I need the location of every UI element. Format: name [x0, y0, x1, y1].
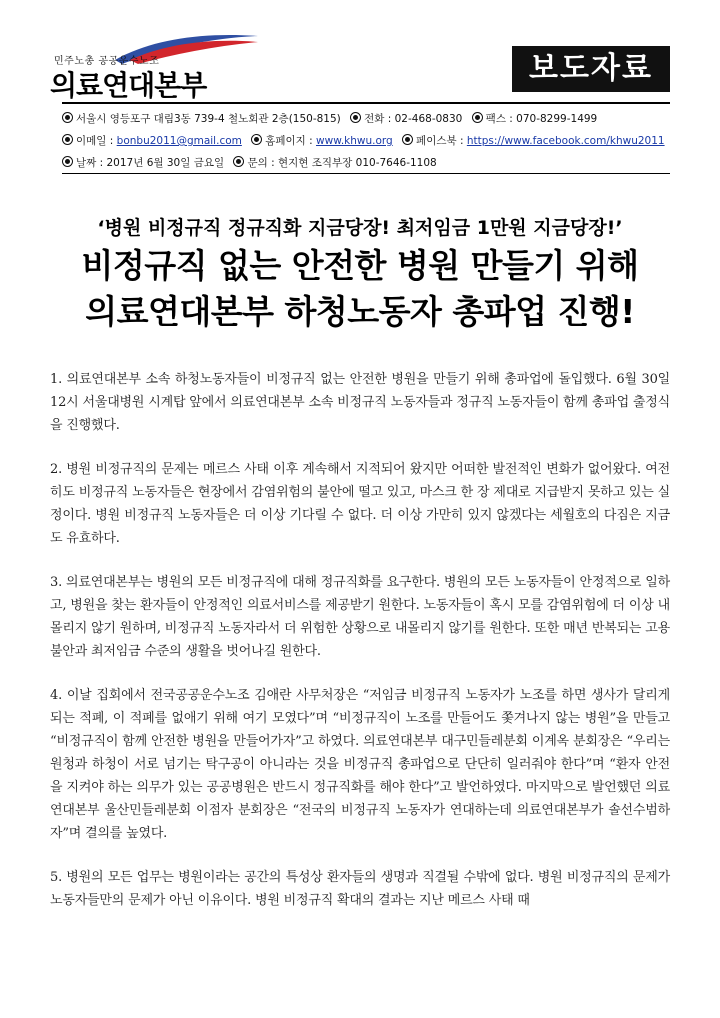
bullet-icon: [251, 134, 262, 145]
facebook-link[interactable]: https://www.facebook.com/khwu2011: [466, 135, 665, 147]
article-body: [50, 368, 670, 933]
bullet-icon: [350, 112, 361, 123]
bullet-icon: [62, 134, 73, 145]
bullet-icon: [402, 134, 413, 145]
info-divider-top: [62, 102, 670, 104]
headline-title-line2: 의료연대본부 하청노동자 총파업 진행!: [85, 292, 635, 331]
headline-title: [0, 243, 720, 335]
bullet-icon: [62, 156, 73, 167]
bullet-icon: [62, 112, 73, 123]
contact-info: [62, 108, 670, 174]
address-text: 서울시 영등포구 대림3동 739-4 철노회관 2층(150-815): [76, 113, 341, 125]
letterhead: [50, 30, 670, 102]
facebook-label: 페이스북 :: [416, 135, 464, 147]
press-release-badge: 보도자료: [512, 46, 670, 92]
paragraph-3: 3. 의료연대본부는 병원의 모든 비정규직에 대해 정규직화를 요구한다. 병원의 모든 노동자들이 안정적으로 일하고, 병원을 찾는 환자들이 안정적인 의료서비스를 제공받기 원한다. 노동자들이 혹시 모를 감염위험에 더 이상 내몰리지 않기 원하며, 비정규직 노동자라서 더 위험한 상황으로 내몰리지 않기를 원한다. 또한 매년 반복되는 고용불안과 최저임금 수준의 생활을 벗어나길 원한다.: [50, 575, 670, 659]
date-text: 날짜 : 2017년 6월 30일 금요일: [76, 157, 225, 169]
email-link[interactable]: bonbu2011@gmail.com: [116, 135, 242, 147]
fax-text: 팩스 : 070-8299-1499: [485, 113, 598, 125]
union-logo: [50, 30, 260, 102]
homepage-label: 홈페이지 :: [265, 135, 313, 147]
headline-subtitle: ‘병원 비정규직 정규직화 지금당장! 최저임금 1만원 지금당장!’: [97, 217, 623, 239]
email-label: 이메일 :: [76, 135, 114, 147]
bullet-icon: [233, 156, 244, 167]
phone-text: 전화 : 02-468-0830: [364, 113, 463, 125]
date-row: [62, 152, 670, 174]
headline-title-line1: 비정규직 없는 안전한 병원 만들기 위해: [81, 246, 639, 285]
homepage-link[interactable]: www.khwu.org: [316, 135, 393, 147]
paragraph-4: 4. 이날 집회에서 전국공공운수노조 김애란 사무처장은 “저임금 비정규직 노동자가 노조를 하면 생사가 달리게 되는 적폐, 이 적폐를 없애기 위해 여기 모였다”며 “비정규직이 노조를 만들어도 쫓겨나지 않는 병원”을 만들고 “비정규직이 함께 안전한 병원을 만들어가자”고 하였다. 의료연대본부 대구민들레분회 이계옥 분회장은 “우리는 원청과 하청이 서로 넘기는 탁구공이 아니라는 것을 비정규직 총파업으로 단단히 일러줘야 한다”며 “환자 안전을 지켜야 하는 의무가 있는 공공병원은 반드시 정규직화를 해야 한다”고 발언하였다. 마지막으로 발언했던 의료연대본부 울산민들레분회 이점자 분회장은 “전국의 비정규직 노동자가 연대하는데 의료연대본부가 솔선수범하자”며 결의를 높였다.: [50, 688, 670, 841]
bullet-icon: [472, 112, 483, 123]
online-row: [62, 130, 670, 152]
logo-subtitle: 민주노총 공공운수노조: [54, 56, 160, 67]
address-row: [62, 108, 670, 130]
paragraph-5: 5. 병원의 모든 업무는 병원이라는 공간의 특성상 환자들의 생명과 직결될 수밖에 없다. 병원 비정규직의 문제가 노동자들만의 문제가 아닌 이유이다. 병원 비정규직 확대의 결과는 지난 메르스 사태 때: [50, 870, 670, 908]
paragraph-1: 1. 의료연대본부 소속 하청노동자들이 비정규직 없는 안전한 병원을 만들기 위해 총파업에 돌입했다. 6월 30일 12시 서울대병원 시계탑 앞에서 의료연대본부 소속 비정규직 노동자들과 정규직 노동자들이 함께 총파업 출정식을 진행했다.: [50, 372, 670, 433]
paragraph-2: 2. 병원 비정규직의 문제는 메르스 사태 이후 계속해서 지적되어 왔지만 어떠한 발전적인 변화가 없어왔다. 여전히도 비정규직 노동자들은 현장에서 감염위험의 불안에 떨고 있고, 마스크 한 장 제대로 지급받지 못하고 있는 실정이다. 병원 비정규직 노동자들은 더 이상 기다릴 수 없다. 더 이상 가만히 있지 않겠다는 세월호의 다짐은 지금도 유효하다.: [50, 462, 670, 546]
logo-title: 의료연대본부: [50, 69, 207, 102]
contact-text: 문의 : 현지현 조직부장 010-7646-1108: [247, 157, 437, 169]
info-divider-bottom: [62, 173, 670, 174]
